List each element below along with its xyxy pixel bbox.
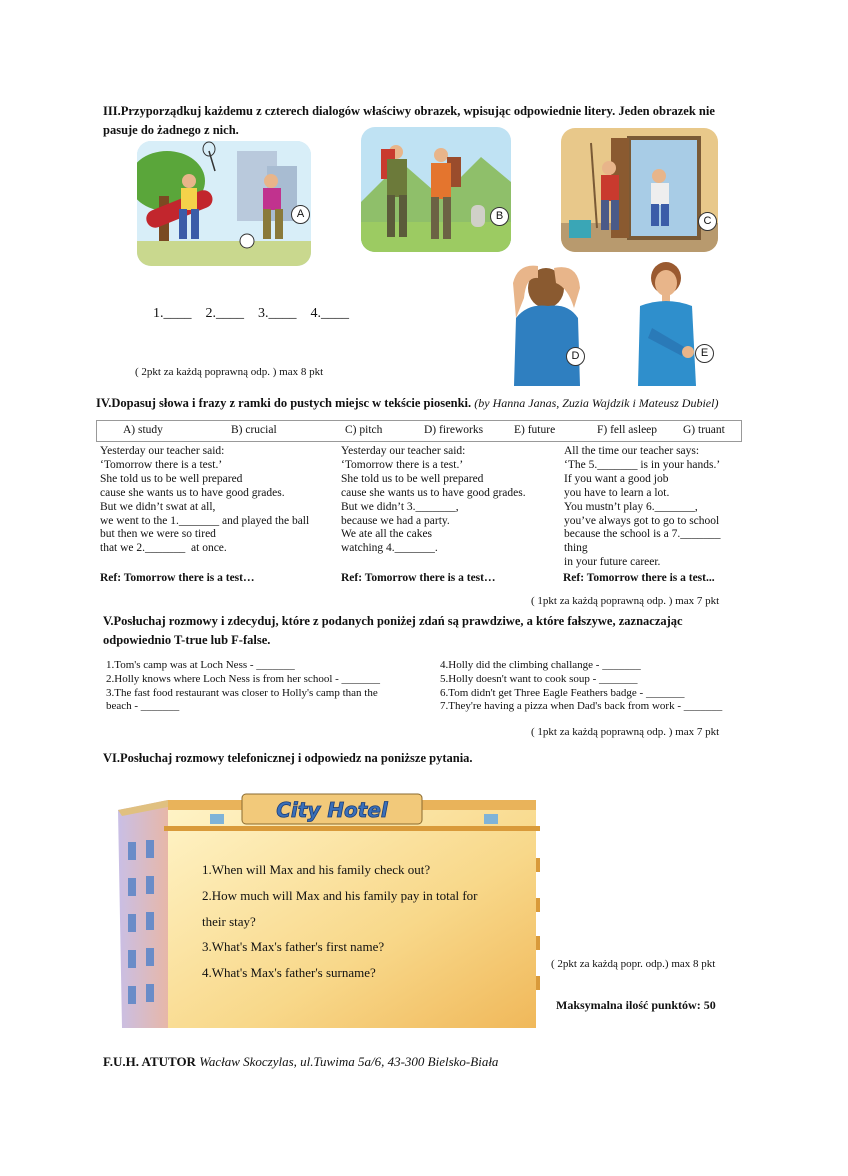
word-box: [96, 420, 742, 442]
picture-c: [561, 128, 718, 252]
word-option-c: C) pitch: [345, 424, 383, 436]
section4-score: ( 1pkt za każdą poprawną odp. ) max 7 pkt: [531, 595, 720, 607]
refrain-2: Ref: Tomorrow there is a test…: [341, 572, 496, 584]
tf-statement-3: 3.The fast food restaurant was closer to Holly's camp than the: [106, 686, 378, 699]
section4-credit: (by Hanna Janas, Zuzia Wajdzik i Mateusz Dubiel): [474, 396, 719, 410]
hotel-questions: [202, 857, 477, 986]
section3-heading-line2: pasuje do żadnego z nich.: [103, 123, 239, 137]
refrain-1: Ref: Tomorrow there is a test…: [100, 572, 255, 584]
section6-heading: VI.Posłuchaj rozmowy telefonicznej i odpowiedz na poniższe pytania.: [103, 751, 473, 765]
answer-blank-3[interactable]: 3.____: [258, 306, 297, 321]
tf-statement-2: 2.Holly knows where Loch Ness is from her school - _______: [106, 672, 381, 685]
picture-a-label: A: [291, 205, 310, 224]
footer-company: F.U.H. ATUTOR: [103, 1054, 196, 1069]
tf-left-list: [106, 659, 416, 714]
picture-e-label: E: [695, 344, 714, 363]
hotel-sign: City Hotel: [276, 798, 388, 822]
refrain-3: Ref: Tomorrow there is a test...: [563, 572, 715, 584]
answer-blank-4[interactable]: 4.____: [310, 306, 349, 321]
section5-score: ( 1pkt za każdą poprawną odp. ) max 7 pkt: [531, 726, 720, 738]
max-total-points: Maksymalna ilość punktów: 50: [556, 998, 716, 1012]
word-option-e: E) future: [514, 424, 556, 436]
section4-heading: IV.Dopasuj słowa i frazy z ramki do pustych miejsc w tekście piosenki.: [96, 396, 472, 410]
footer-address: Wacław Skoczylas, ul.Tuwima 5a/6, 43-300 Bielsko-Biała: [199, 1054, 499, 1069]
lyrics-column-2: Yesterday our teacher said: ‘Tomorrow there is a test.’ She told us to be well prepared cause she wants us to have good grades. But we didn’t 3._______, because we had a party. We ate all the cakes watching 4._______.: [341, 445, 526, 555]
picture-a: [137, 141, 311, 266]
tf-statement-3-cont: beach - _______: [106, 700, 180, 713]
picture-d: [508, 258, 588, 386]
tf-statement-4: 4.Holly did the climbing challange - _______: [440, 659, 641, 671]
question-2: 2.How much will Max and his family pay in total for: [202, 887, 478, 903]
lyrics-column-1: Yesterday our teacher said: ‘Tomorrow there is a test.’ She told us to be well prepared cause she wants us to have good grades. But we didn’t swat at all, we went to the 1._______ and played the ball but then we were so tired that we 2._______ at once.: [100, 445, 310, 555]
picture-b: [361, 127, 511, 252]
question-3: 3.What's Max's father's first name?: [202, 939, 385, 955]
footer: [103, 1054, 498, 1070]
section6-score: ( 2pkt za każdą popr. odp.) max 8 pkt: [551, 958, 716, 970]
answer-blank-1[interactable]: 1.____: [153, 306, 192, 321]
answer-blank-2[interactable]: 2.____: [205, 306, 244, 321]
tf-statement-5: 5.Holly doesn't want to cook soup - _______: [440, 672, 638, 685]
section4-heading-row: [96, 396, 718, 411]
picture-a-illustration: [137, 141, 311, 266]
picture-b-label: B: [490, 207, 509, 226]
tf-right-list: [440, 659, 750, 714]
section5-heading-line1: V.Posłuchaj rozmowy i zdecyduj, które z podanych poniżej zdań są prawdziwe, a które fałszywe, zaznaczając: [103, 614, 683, 628]
section5-heading: [103, 612, 753, 650]
section3-score: ( 2pkt za każdą poprawną odp. ) max 8 pkt: [135, 366, 324, 378]
picture-e-illustration: [630, 258, 710, 386]
picture-e: [630, 258, 710, 386]
word-option-g: G) truant: [683, 424, 725, 436]
section5-heading-line2: odpowiednio T-true lub F-false.: [103, 633, 271, 647]
word-option-a: A) study: [123, 424, 163, 436]
tf-statement-1: 1.Tom's camp was at Loch Ness - _______: [106, 659, 295, 671]
word-option-d: D) fireworks: [424, 424, 484, 436]
picture-d-illustration: [508, 258, 588, 386]
word-option-b: B) crucial: [231, 424, 277, 436]
picture-c-illustration: [561, 128, 718, 252]
question-2-cont: their stay?: [202, 913, 256, 929]
picture-d-label: D: [566, 347, 585, 366]
picture-c-label: C: [698, 212, 717, 231]
section3-heading-line1: III.Przyporządkuj każdemu z czterech dialogów właściwy obrazek, wpisując odpowiednie litery. Jeden obrazek nie: [103, 104, 715, 118]
picture-b-illustration: [361, 127, 511, 252]
answer-blanks: [153, 304, 359, 322]
lyrics-column-3: All the time our teacher says: ‘The 5._______ is in your hands.’ If you want a good job you have to learn a lot. You mustn’t play 6._______, you’ve always got to go to school because the school is a 7._______ thing in your future career.: [564, 445, 721, 569]
word-option-f: F) fell asleep: [597, 424, 658, 436]
tf-statement-6: 6.Tom didn't get Three Eagle Feathers badge - _______: [440, 686, 685, 699]
question-1: 1.When will Max and his family check out?: [202, 862, 431, 877]
tf-statement-7: 7.They're having a pizza when Dad's back from work - _______: [440, 700, 723, 713]
question-4: 4.What's Max's father's surname?: [202, 965, 376, 981]
